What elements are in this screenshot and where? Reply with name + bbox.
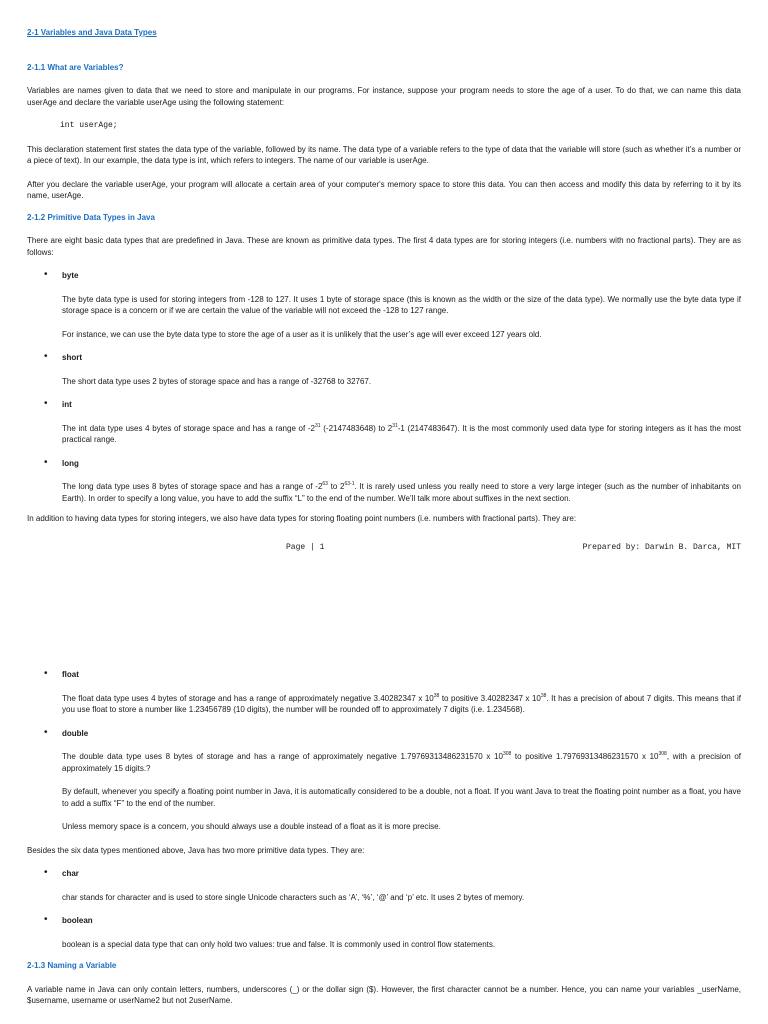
paragraph-besides: Besides the six data types mentioned above, Java has two more primitive data types. They are: [27,845,365,855]
bullet-double: • double [27,728,741,740]
heading-primitive-types: 2-1.2 Primitive Data Types in Java [27,212,155,222]
paragraph-double-2: By default, whenever you specify a floating point number in Java, it is automatically considered to be a double, not a float. If you want Java to treat the floating point number as a float, you have to add a suffix “F” to the end of the number. [62,787,741,808]
paragraph-char: char stands for character and is used to store single Unicode characters such as ‘A’, ‘%’, ‘@’ and ‘p’ etc. It uses 2 bytes of memory. [62,892,525,902]
heading-naming-variable: 2-1.3 Naming a Variable [27,961,117,970]
footer-page-number: Page | 1 [286,543,325,552]
bullet-byte: • byte [27,270,741,282]
paragraph-short: The short data type uses 2 bytes of storage space and has a range of -32768 to 32767. [62,376,372,386]
paragraph-floating-intro: In addition to having data types for storing integers, we also have data types for storing floating point numbers (i.e. numbers with fractional parts). They are: [27,514,577,523]
paragraph-primitive: There are eight basic data types that are predefined in Java. These are known as primitive data types. The first 4 data types are for storing integers (i.e. numbers with no fractional parts). They are as follows: [27,236,741,257]
bullet-boolean: • boolean [27,915,741,927]
paragraph-naming: A variable name in Java can only contain letters, numbers, underscores (_) or the dollar sign ($). However, the first character cannot be a number. Hence, you can name your variables _userName, $username, username or userName2 but not 2userName. [27,984,741,1005]
document-page-2 [0,640,768,1024]
paragraph-float: The float data type uses 4 bytes of storage and has a range of approximately negative 3.40282347 x $10^{38}$ to positive 3.40282347 x $10^{38}$. It has a precision of about 7 digits. This means that if you use float to store a number like 1.23456789 (10 digits), the number will be rounded off to approximately 7 digits (i.e. 1.234568). [62,692,742,714]
bullet-int: • int [27,399,741,411]
bullet-char: • char [27,868,741,880]
paragraph-byte-2: For instance, we can use the byte data type to store the age of a user as it is unlikely that the user’s age will ever exceed 127 years old. [62,329,542,339]
paragraph-long: The long data type uses 8 bytes of storage space and has a range of $-2^{63}$ to 2$^{63-1}$. It is rarely used unless you really need to store a very large integer (such as the number of inhabitants on Earth). In order to specify a long value, you have to add the suffix “L” to the end of the number. We’ll talk more about suffixes in the next section. [62,481,741,503]
paragraph-int: The int data type uses 4 bytes of storage space and has a range of $-2^{31}$ (-2147483648) to $2^{31}-1$ (2147483647). It is the most commonly used data type for storing integers as it has the most practical range. [62,422,741,444]
paragraph-what-3: After you declare the variable userAge, your program will allocate a certain area of your computer's memory space to store this data. You can then access and modify this data by referring to it by its name, userAge. [27,179,741,200]
paragraph-what-2: This declaration statement first states the data type of the variable, followed by its name. The data type of a variable refers to the type of data that the variable will store (such as whether it’s a number or a piece of text). In our example, the data type is int, which refers to integers. The name of our variable is userAge. [27,144,741,165]
footer-prepared-by: Prepared by: Darwin B. Darca, MIT [582,543,741,552]
paragraph-double-1: The double data type uses 8 bytes of storage and has a range of approximately negative 1.79769313486231570 x $10^{308}$ to positive 1.79769313486231570 x $10^{308}$, with a precision of approximately 15 digits.? [62,751,741,773]
paragraph-double-3: Unless memory space is a concern, you should always use a double instead of a float as it is more precise. [62,822,441,831]
page-1-body [27,27,741,525]
bullet-long: • long [27,458,741,470]
document-title-link[interactable]: 2-1 Variables and Java Data Types [27,28,157,37]
paragraph-byte-1: The byte data type is used for storing integers from -128 to 127. It uses 1 byte of storage space (this is known as the width or the size of the data type). We normally use the byte data type if storage space is a concern or if we are certain the value of the variable will not exceed the -128 to 127 range. [62,294,741,315]
heading-what-are-variables: 2-1.1 What are Variables? [27,62,124,72]
bullet-float: • float [27,669,741,681]
paragraph-what-1: Variables are names given to data that we need to store and manipulate in our programs. For instance, suppose your program needs to store the age of a user. To do that, we can name this data userAge and declare the variable userAge using the following statement: [27,86,741,107]
page-2-body [27,669,741,1007]
code-declaration: int userAge; [60,121,118,130]
bullet-short: • short [27,352,741,364]
paragraph-boolean: boolean is a special data type that can only hold two values: true and false. It is commonly used in control flow statements. [62,939,496,949]
